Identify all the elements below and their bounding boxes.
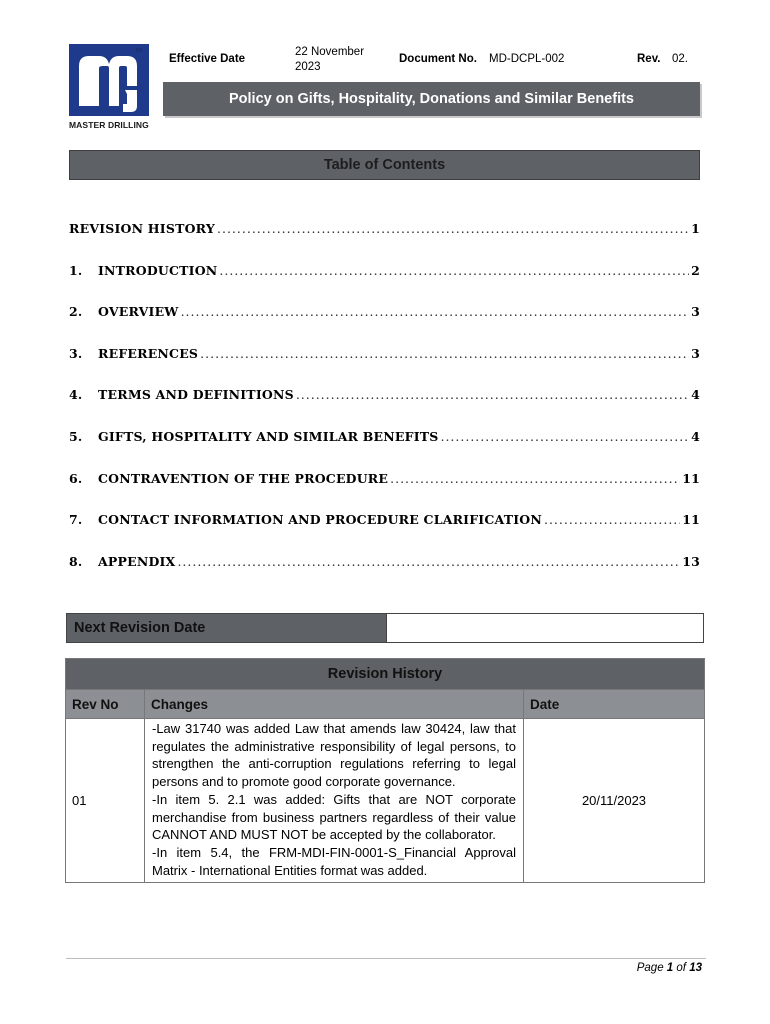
page-current: 1: [666, 962, 674, 974]
effective-date-line1: 22 November: [295, 46, 365, 58]
toc-entry-title: INTRODUCTION: [98, 262, 218, 278]
toc-entry-number: 3.: [69, 345, 83, 361]
change-entry: -In item 5.4, the FRM-MDI-FIN-0001-S_Financial Approval Matrix - International Entities format was added.: [152, 844, 516, 878]
toc-entry[interactable]: [69, 429, 700, 471]
master-drilling-logo-icon: [69, 44, 149, 116]
document-number-label: Document No.: [399, 53, 477, 65]
toc-entry-title: OVERVIEW: [98, 304, 179, 320]
toc-dot-leader: [177, 554, 680, 569]
toc-entry-title: CONTACT INFORMATION AND PROCEDURE CLARIFICATION: [98, 512, 542, 528]
toc-entry-page: 11: [682, 512, 700, 528]
column-header-changes: Changes: [145, 690, 524, 719]
toc-entry-number: 5.: [69, 428, 83, 444]
toc-entry-title: REFERENCES: [98, 345, 199, 361]
column-header-rev-no: Rev No: [66, 690, 145, 719]
toc-entry[interactable]: [69, 263, 700, 305]
toc-dot-leader: [219, 263, 689, 278]
effective-date-line2: 2023: [295, 61, 321, 73]
change-entry: -Law 31740 was added Law that amends law 30424, law that regulates the administrative responsibility of legal persons, to strengthen the anti-corruption regulations referring to legal persons and to promote good corporate governance.: [152, 721, 516, 790]
toc-entry-title: GIFTS, HOSPITALITY AND SIMILAR BENEFITS: [98, 428, 439, 444]
page-number: [637, 962, 702, 974]
date-cell: 20/11/2023: [524, 719, 705, 883]
next-revision-row: [66, 613, 704, 643]
toc-entry[interactable]: [69, 221, 700, 263]
toc-entry-number: 7.: [69, 512, 83, 528]
company-logo: [69, 44, 151, 132]
toc-entry-page: 3: [691, 345, 700, 361]
toc-entry-page: 1: [691, 221, 700, 236]
toc-entry-title: REVISION HISTORY: [69, 221, 216, 236]
effective-date-value: [295, 45, 385, 75]
revision-history-table: [65, 658, 705, 883]
toc-entry-page: 11: [682, 470, 700, 486]
logo-company-name: MASTER DRILLING: [69, 120, 149, 130]
footer-divider: [66, 958, 706, 959]
toc-dot-leader: [200, 346, 689, 361]
toc-entry-title: CONTRAVENTION OF THE PROCEDURE: [98, 470, 389, 486]
toc-heading: Table of Contents: [69, 150, 700, 180]
toc-entry-number: 8.: [69, 553, 83, 569]
change-entry: -In item 5. 2.1 was added: Gifts that are NOT corporate merchandise from business partners regardless of their value CANNOT AND MUST NOT be accepted by the collaborator.: [152, 791, 516, 843]
toc-entry[interactable]: [69, 471, 700, 513]
toc-entry-page: 4: [691, 428, 700, 444]
table-of-contents: [69, 221, 700, 595]
page-total: 13: [689, 962, 702, 974]
changes-cell: [145, 719, 524, 883]
document-title: Policy on Gifts, Hospitality, Donations and Similar Benefits: [163, 82, 700, 116]
toc-entry[interactable]: [69, 346, 700, 388]
toc-dot-leader: [217, 221, 689, 236]
toc-entry-page: 13: [682, 553, 700, 569]
toc-entry-page: 4: [691, 387, 700, 403]
toc-entry[interactable]: [69, 554, 700, 596]
effective-date-label: Effective Date: [169, 53, 246, 65]
revision-history-title: Revision History: [66, 659, 705, 690]
toc-entry-page: 3: [691, 304, 700, 320]
toc-entry-page: 2: [691, 262, 700, 278]
table-row: [66, 719, 705, 883]
column-header-date: Date: [524, 690, 705, 719]
toc-entry-number: 1.: [69, 262, 83, 278]
page-of-word: of: [676, 962, 686, 974]
next-revision-label: Next Revision Date: [67, 614, 387, 642]
toc-entry[interactable]: [69, 387, 700, 429]
revision-history-header: [66, 690, 705, 719]
document-number-value: MD-DCPL-002: [489, 53, 565, 65]
next-revision-value: [387, 614, 703, 642]
toc-entry-title: APPENDIX: [98, 553, 176, 569]
revision-value: 02.: [672, 53, 688, 65]
toc-dot-leader: [296, 387, 689, 402]
toc-entry-number: 6.: [69, 470, 83, 486]
rev-no-cell: 01: [66, 719, 145, 883]
toc-dot-leader: [544, 512, 680, 527]
toc-entry-title: TERMS AND DEFINITIONS: [98, 387, 294, 403]
toc-dot-leader: [390, 471, 680, 486]
trademark-mark: TM: [135, 48, 143, 54]
toc-entry[interactable]: [69, 304, 700, 346]
toc-dot-leader: [440, 429, 689, 444]
toc-entry-number: 2.: [69, 304, 83, 320]
toc-entry-number: 4.: [69, 387, 83, 403]
revision-label: Rev.: [637, 53, 661, 65]
toc-dot-leader: [181, 304, 690, 319]
toc-entry[interactable]: [69, 512, 700, 554]
page-word: Page: [636, 962, 664, 974]
